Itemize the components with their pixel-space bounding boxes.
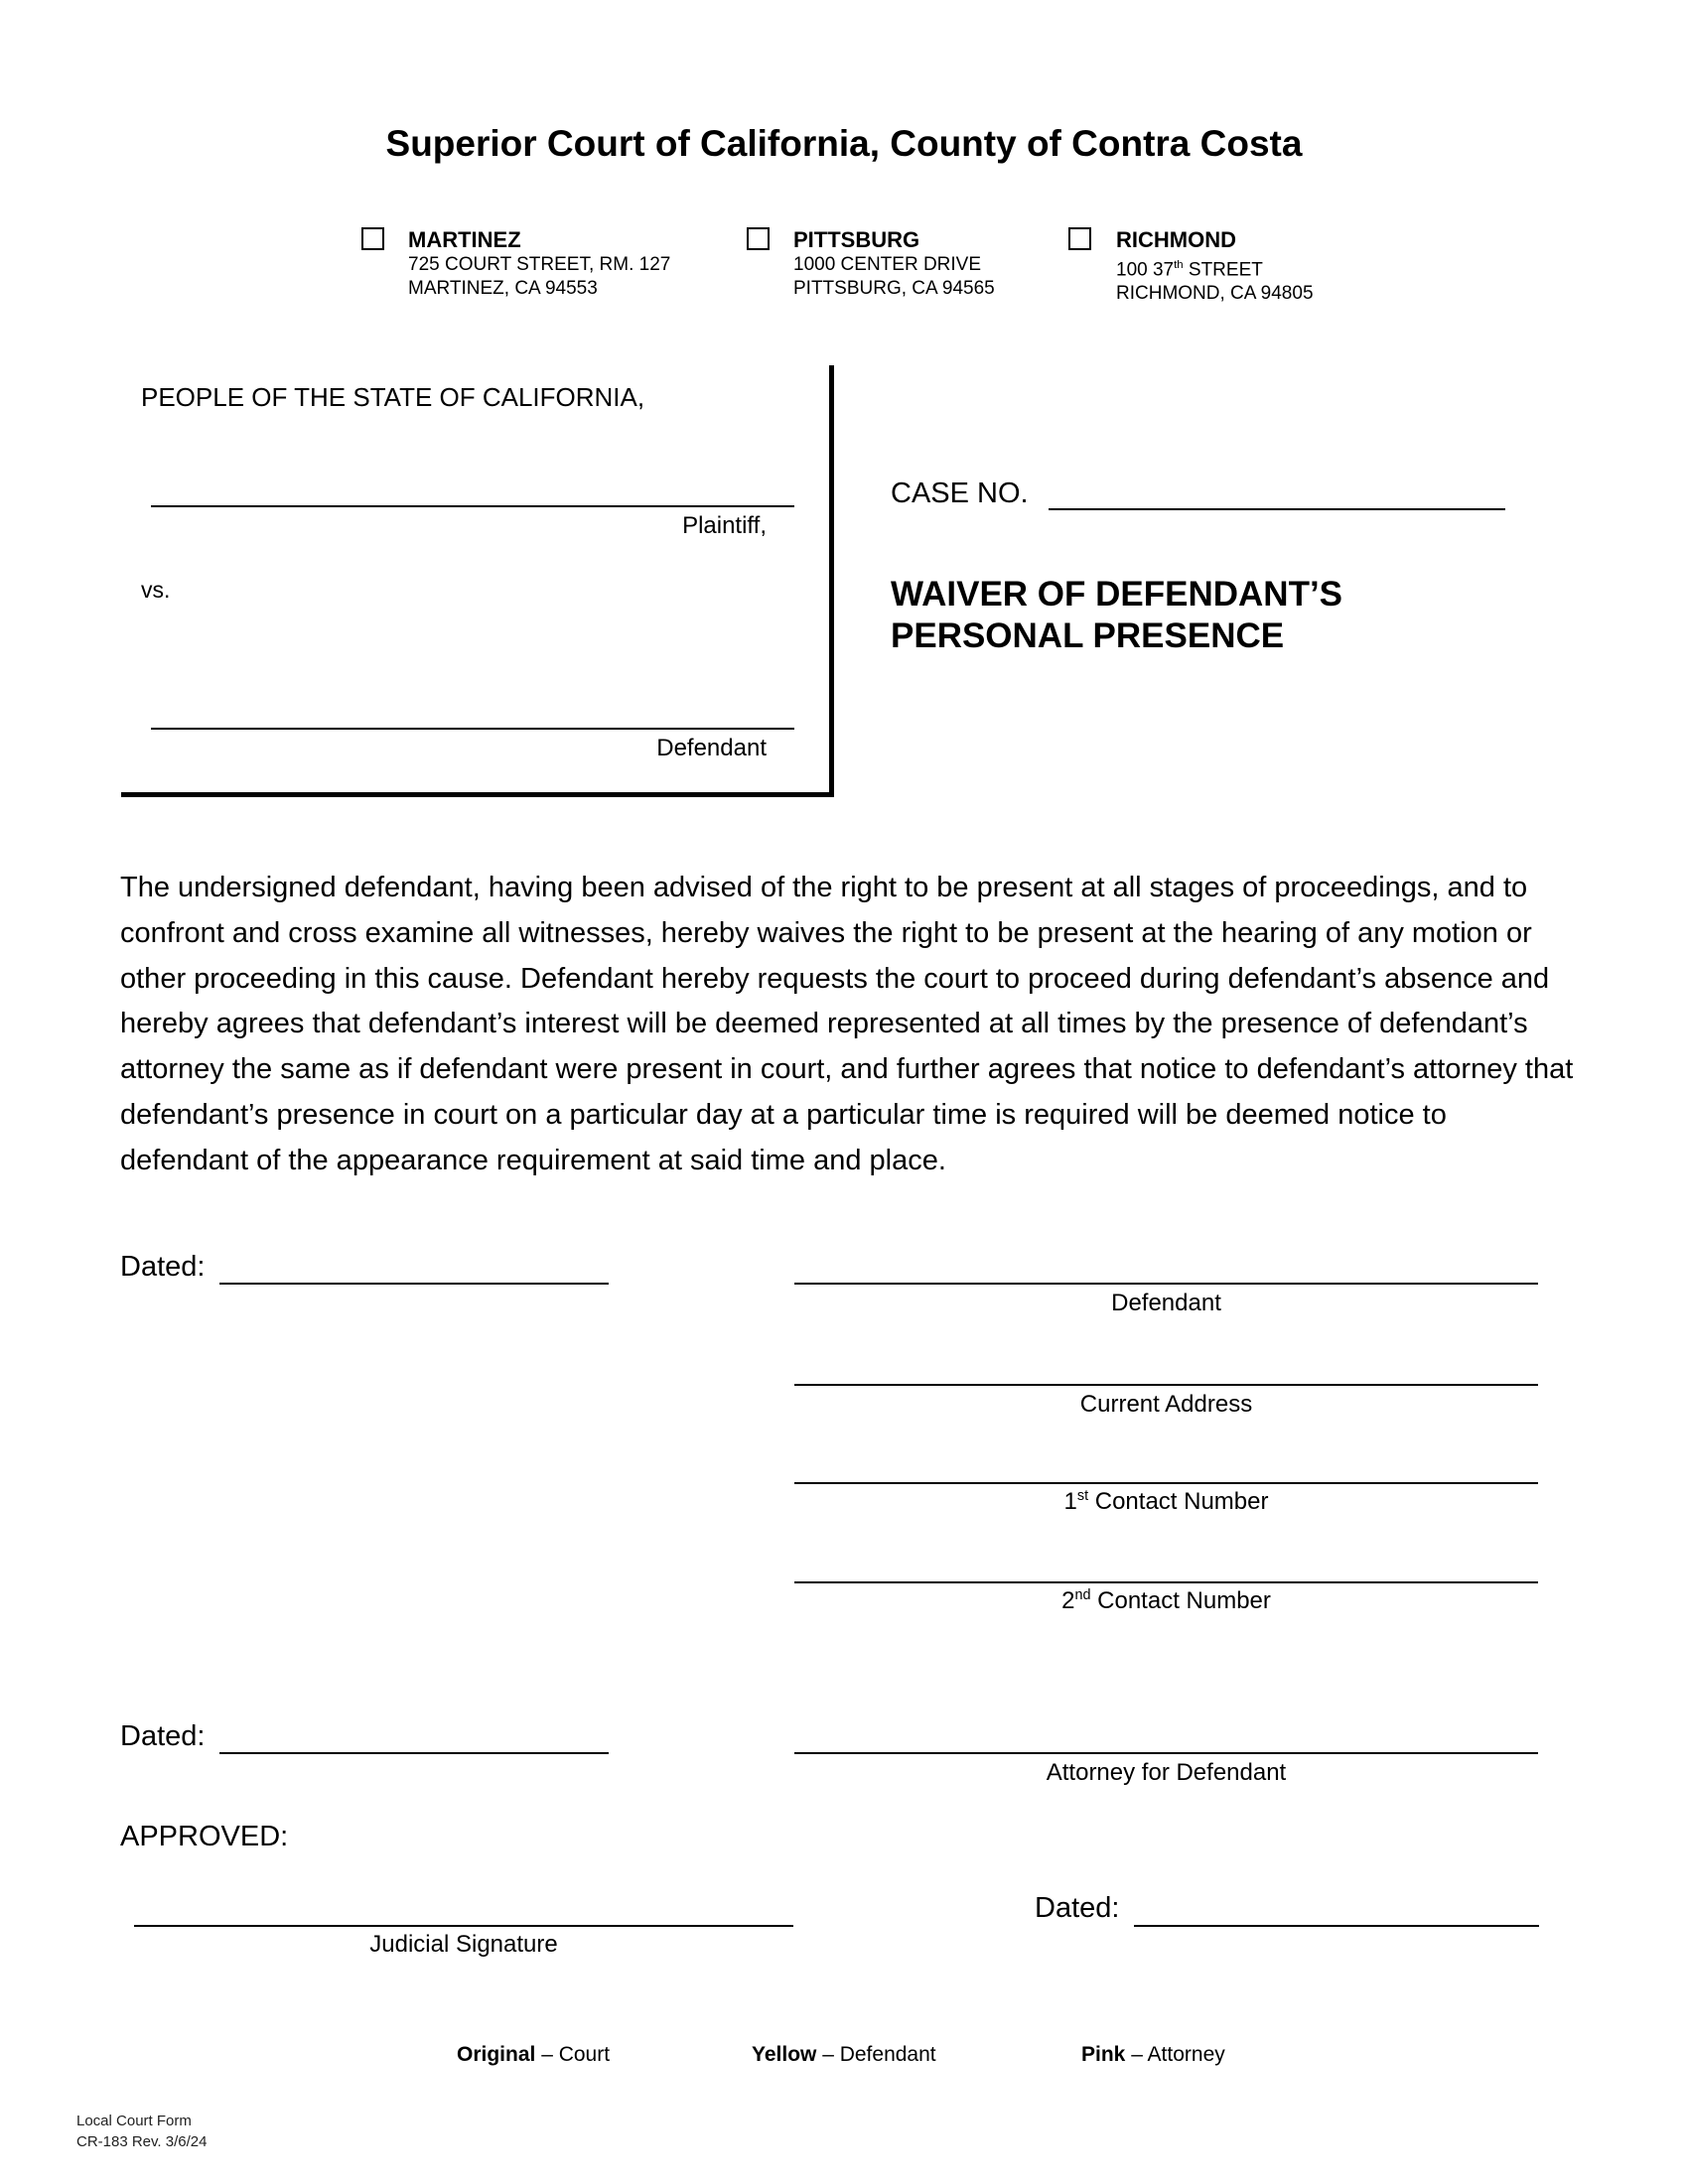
location-name: MARTINEZ [408, 227, 521, 252]
waiver-text: The undersigned defendant, having been advised of the right to be present at all stages of proceedings, and to confront and cross examine all witnesses, hereby waives the right to be present at the hearing of any motion or other proceeding in this cause. Defendant hereby requests the court to proceed during defendant’s absence and hereby agrees that defendant’s interest will be deemed represented at all times by the presence of defendant’s attorney the same as if defendant were present in court, and further agrees that notice to defendant’s attorney that defendant’s presence in court on a particular day at a particular time is required will be deemed notice to defendant of the appearance requirement at said time and place. [120, 872, 1574, 1176]
dated-field[interactable] [219, 1283, 609, 1285]
location-address-2: RICHMOND, CA 94805 [1116, 283, 1314, 305]
form-number: CR-183 Rev. 3/6/24 [76, 2133, 208, 2150]
caption-divider [829, 365, 834, 797]
copy-original: Original – Court [457, 2043, 611, 2066]
richmond-checkbox[interactable] [1068, 227, 1091, 250]
defendant-label: Defendant [656, 735, 767, 761]
location-name: RICHMOND [1116, 227, 1236, 252]
form-title-line-1: WAIVER OF DEFENDANT’S [891, 575, 1343, 614]
case-no-label: CASE NO. [891, 478, 1029, 509]
caption-bottom-rule [121, 792, 834, 797]
court-title: Superior Court of California, County of Contra Costa [385, 123, 1303, 164]
martinez-checkbox[interactable] [361, 227, 384, 250]
attorney-signature-line[interactable] [794, 1752, 1538, 1754]
vs-label: vs. [141, 577, 171, 603]
form-title-line-2: PERSONAL PRESENCE [891, 616, 1285, 655]
copy-yellow: Yellow – Defendant [752, 2043, 936, 2066]
dated-label-2: Dated: [120, 1720, 206, 1752]
people-label: PEOPLE OF THE STATE OF CALIFORNIA, [141, 382, 645, 412]
form-info-line-1: Local Court Form [76, 2113, 192, 2129]
location-address-2: MARTINEZ, CA 94553 [408, 278, 598, 299]
contact-2-label: 2nd Contact Number [1061, 1587, 1271, 1614]
current-address-line[interactable] [794, 1384, 1538, 1386]
copy-pink: Pink – Attorney [1081, 2043, 1225, 2066]
approved-label: APPROVED: [120, 1821, 289, 1852]
location-pittsburg [793, 227, 995, 301]
pittsburg-checkbox[interactable] [747, 227, 770, 250]
location-address-1: 1000 CENTER DRIVE [793, 254, 982, 275]
dated-field-3[interactable] [1134, 1925, 1539, 1927]
dated-field-2[interactable] [219, 1752, 609, 1754]
contact-1-line[interactable] [794, 1482, 1538, 1484]
location-richmond [1116, 227, 1314, 306]
defendant-signature-line[interactable] [794, 1283, 1538, 1285]
location-name: PITTSBURG [793, 227, 920, 252]
form-info [76, 2111, 207, 2152]
judicial-signature-label: Judicial Signature [369, 1931, 558, 1958]
location-address-1: 725 COURT STREET, RM. 127 [408, 254, 671, 275]
contact-1-label: 1st Contact Number [1063, 1488, 1269, 1515]
location-address-2: PITTSBURG, CA 94565 [793, 278, 995, 299]
defendant-line[interactable] [151, 728, 794, 730]
dated-label-3: Dated: [1035, 1892, 1120, 1924]
judicial-signature-line[interactable] [134, 1925, 793, 1927]
plaintiff-line[interactable] [151, 505, 794, 507]
contact-2-line[interactable] [794, 1581, 1538, 1583]
dated-label: Dated: [120, 1251, 206, 1283]
location-address-1: 100 37th STREET [1116, 259, 1263, 281]
current-address-label: Current Address [1079, 1391, 1253, 1418]
plaintiff-label: Plaintiff, [682, 512, 767, 539]
attorney-signature-label: Attorney for Defendant [1046, 1759, 1287, 1786]
form-title [891, 574, 1342, 657]
defendant-signature-label: Defendant [1111, 1290, 1221, 1316]
case-no-field[interactable] [1049, 508, 1505, 510]
location-martinez [408, 227, 670, 301]
